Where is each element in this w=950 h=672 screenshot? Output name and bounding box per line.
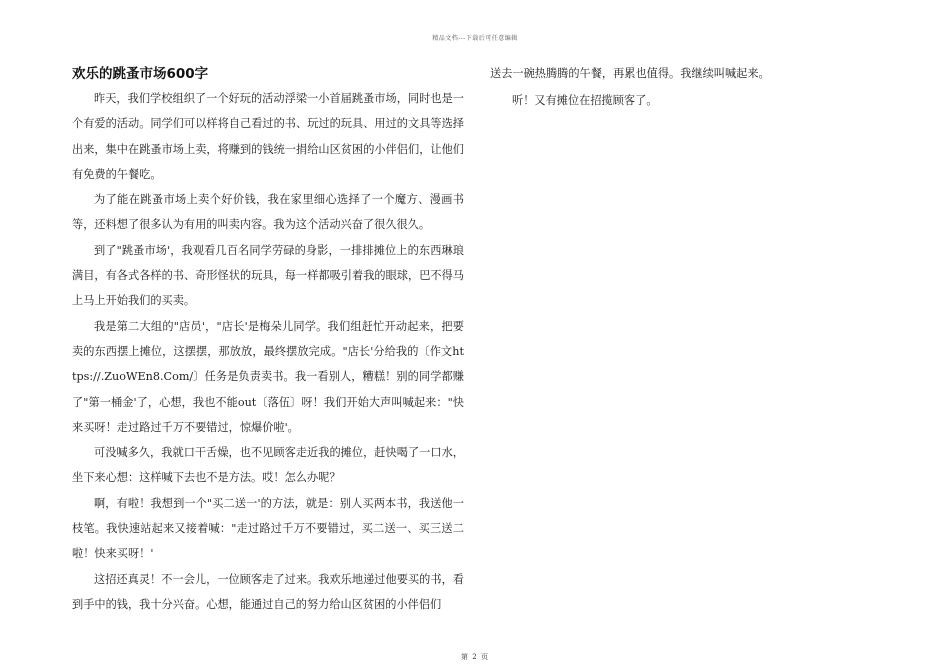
page-number: 第 2 页 (461, 653, 489, 661)
paragraph: 可没喊多久，我就口干舌燥，也不见顾客走近我的摊位，赶快喝了一口水，坐下来心想：这样喊下去也不是方法。哎！怎么办呢？ (72, 446, 464, 485)
paragraph: 我是第二大组的"店员'，"店长'是梅朵儿同学。我们组赶忙开动起来，把要卖的东西摆上摊位，这摆摆，那放放，最终摆放完成。"店长'分给我的〔作文https://.ZuoWEn8.Com/〕任务是负责卖书。我一看别人，糟糕！别的同学都赚了"第一桶金'了，心想，我也不能out〔落伍〕呀！我们开始大声叫喊起来："快来买呀！走过路过千万不要错过，惊爆价啦'。 (72, 319, 464, 434)
paragraph: 为了能在跳蚤市场上卖个好价钱，我在家里细心选择了一个魔方、漫画书等，还料想了很多认为有用的叫卖内容。我为这个活动兴奋了很久很久。 (72, 193, 464, 232)
article-title: 欢乐的跳蚤市场600字 (72, 66, 209, 82)
paragraph: 到了"跳蚤市场'，我观看几百名同学劳碌的身影，一排排摊位上的东西琳琅满目，有各式各样的书、奇形怪状的玩具，每一样都吸引着我的眼球，巴不得马上马上开始我们的买卖。 (72, 243, 464, 308)
paragraph: 昨天，我们学校组织了一个好玩的活动浮梁一小首届跳蚤市场，同时也是一个有爱的活动。同学们可以样将自己看过的书、玩过的玩具、用过的文具等选择出来，集中在跳蚤市场上卖，将赚到的钱统一捐给山区贫困的小伴侣们，让他们有免费的午餐吃。 (72, 92, 464, 181)
left-column (72, 60, 464, 617)
paragraph: 啊，有啦！我想到一个"买二送一'的方法，就是：别人买两本书，我送他一枝笔。我快速站起来又接着喊："走过路过千万不要错过，买二送一、买三送二啦！快来买呀！' (72, 496, 464, 561)
paragraph: 这招还真灵！不一会儿，一位顾客走了过来。我欢乐地递过他要买的书，看到手中的钱，我十分兴奋。心想，能通过自己的努力给山区贫困的小伴侣们 (72, 572, 464, 611)
paragraph-continued: 送去一碗热腾腾的午餐，再累也值得。我继续叫喊起来。 (490, 67, 770, 80)
paragraph: 听！又有摊位在招揽顾客了。 (512, 94, 658, 107)
right-column (490, 60, 810, 114)
page-header-note: 精品文档---下载后可任意编辑 (432, 35, 518, 42)
